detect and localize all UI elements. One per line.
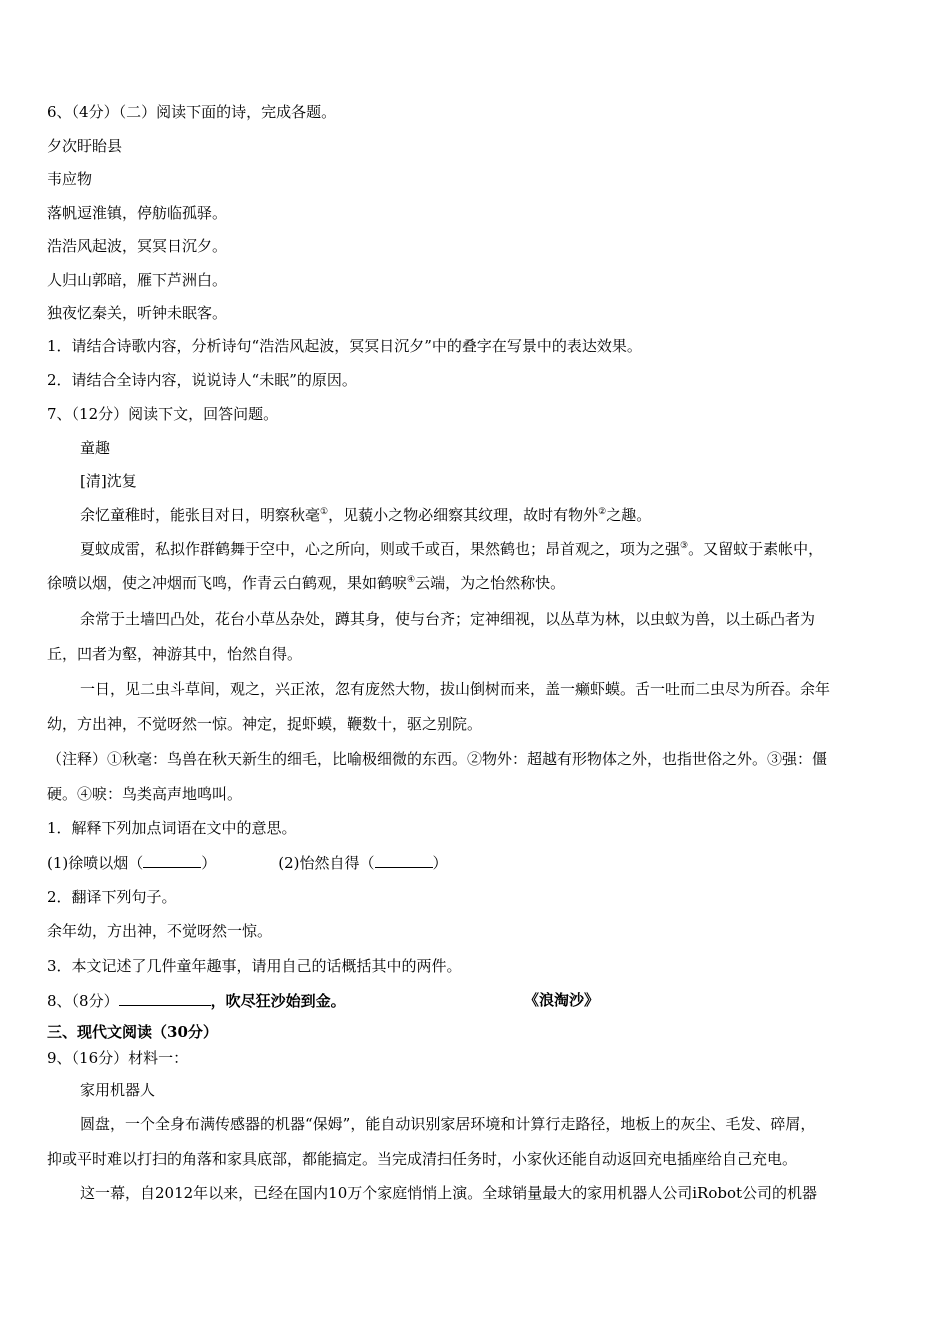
q7-question-3: 3．本文记述了几件童年趣事，请用自己的话概括其中的两件。: [47, 957, 462, 975]
passage-paragraph-2: 夏蚊成雷，私拟作群鹤舞于空中，心之所向，则或千或百，果然鹤也；昂首观之，项为之强③。又留蚊于素帐中，: [80, 540, 824, 558]
q8-line: [47, 990, 346, 1011]
passage-paragraph-3-cont: 丘，凹者为壑，神游其中，怡然自得。: [47, 645, 303, 663]
q8-answer-blank[interactable]: [119, 990, 211, 1006]
q7-header: 7、（12分）阅读下文，回答问题。: [47, 405, 279, 423]
poem-title: 夕次盱眙县: [47, 137, 123, 155]
poem-author: 韦应物: [47, 170, 93, 188]
passage-notes: （注释）①秋毫：鸟兽在秋天新生的细毛，比喻极细微的东西。②物外：超越有形物体之外，也指世俗之外。③强：僵: [47, 750, 828, 768]
material-paragraph-1-cont: 抑或平时难以打扫的角落和家具底部，都能搞定。当完成清扫任务时，小家伙还能自动返回充电插座给自己充电。: [47, 1150, 798, 1168]
material-paragraph-2: 这一幕，自2012年以来，已经在国内10万个家庭悄悄上演。全球销量最大的家用机器人公司iRobot公司的机器: [80, 1184, 818, 1202]
q7-question-2-sentence: 余年幼，方出神，不觉呀然一惊。: [47, 922, 273, 940]
q8-source: 《浪淘沙》: [524, 991, 600, 1009]
passage-paragraph-4-cont: 幼，方出神，不觉呀然一惊。神定，捉虾蟆，鞭数十，驱之别院。: [47, 715, 483, 733]
answer-blank-2[interactable]: [375, 852, 433, 868]
poem-line: 人归山郭暗，雁下芦洲白。: [47, 271, 228, 289]
material-paragraph-1: 圆盘，一个全身布满传感器的机器“保姆”，能自动识别家居环境和计算行走路径，地板上的灰尘、毛发、碎屑，: [80, 1115, 816, 1133]
q9-header: 9、（16分）材料一：: [47, 1049, 189, 1067]
blank-2-label: (2)怡然自得（: [278, 854, 375, 872]
passage-notes-cont: 硬。④唳：鸟类高声地鸣叫。: [47, 785, 243, 803]
q8-prefix: 8、（8分）: [47, 992, 119, 1010]
passage-paragraph-1: 余忆童稚时，能张目对日，明察秋毫①，见藐小之物必细察其纹理，故时有物外②之趣。: [80, 506, 652, 524]
poem-line: 落帆逗淮镇，停舫临孤驿。: [47, 204, 228, 222]
answer-blank-1[interactable]: [143, 852, 201, 868]
q6-question-1: 1．请结合诗歌内容，分析诗句“浩浩风起波，冥冥日沉夕”中的叠字在写景中的表达效果。: [47, 337, 642, 355]
q6-question-2: 2．请结合全诗内容，说说诗人“未眠”的原因。: [47, 371, 357, 389]
q7-question-1-items: (1)徐喷以烟（ ） (2)怡然自得（ ）: [47, 854, 448, 872]
section-3-heading: 三、现代文阅读（30分）: [47, 1023, 218, 1041]
poem-line: 独夜忆秦关，听钟未眠客。: [47, 304, 228, 322]
blank-1-label: (1)徐喷以烟（: [47, 854, 144, 872]
q8-verse: ，吹尽狂沙始到金。: [210, 992, 346, 1010]
passage-author: [清]沈复: [80, 472, 137, 490]
passage-paragraph-3: 余常于土墙凹凸处，花台小草丛杂处，蹲其身，使与台齐；定神细视，以丛草为林，以虫蚁为兽，以土砾凸者为: [80, 610, 816, 628]
passage-title: 童趣: [80, 439, 111, 457]
material-title: 家用机器人: [80, 1081, 156, 1099]
passage-paragraph-4: 一日，见二虫斗草间，观之，兴正浓，忽有庞然大物，拔山倒树而来，盖一癞虾蟆。舌一吐而二虫尽为所吞。余年: [80, 680, 831, 698]
passage-paragraph-2-cont: 徐喷以烟，使之冲烟而飞鸣，作青云白鹤观，果如鹤唳④云端，为之怡然称快。: [47, 574, 566, 592]
q7-question-1: 1．解释下列加点词语在文中的意思。: [47, 819, 297, 837]
q6-header: 6、（4分）（二）阅读下面的诗，完成各题。: [47, 103, 337, 121]
poem-line: 浩浩风起波，冥冥日沉夕。: [47, 237, 228, 255]
q7-question-2: 2．翻译下列句子。: [47, 888, 177, 906]
